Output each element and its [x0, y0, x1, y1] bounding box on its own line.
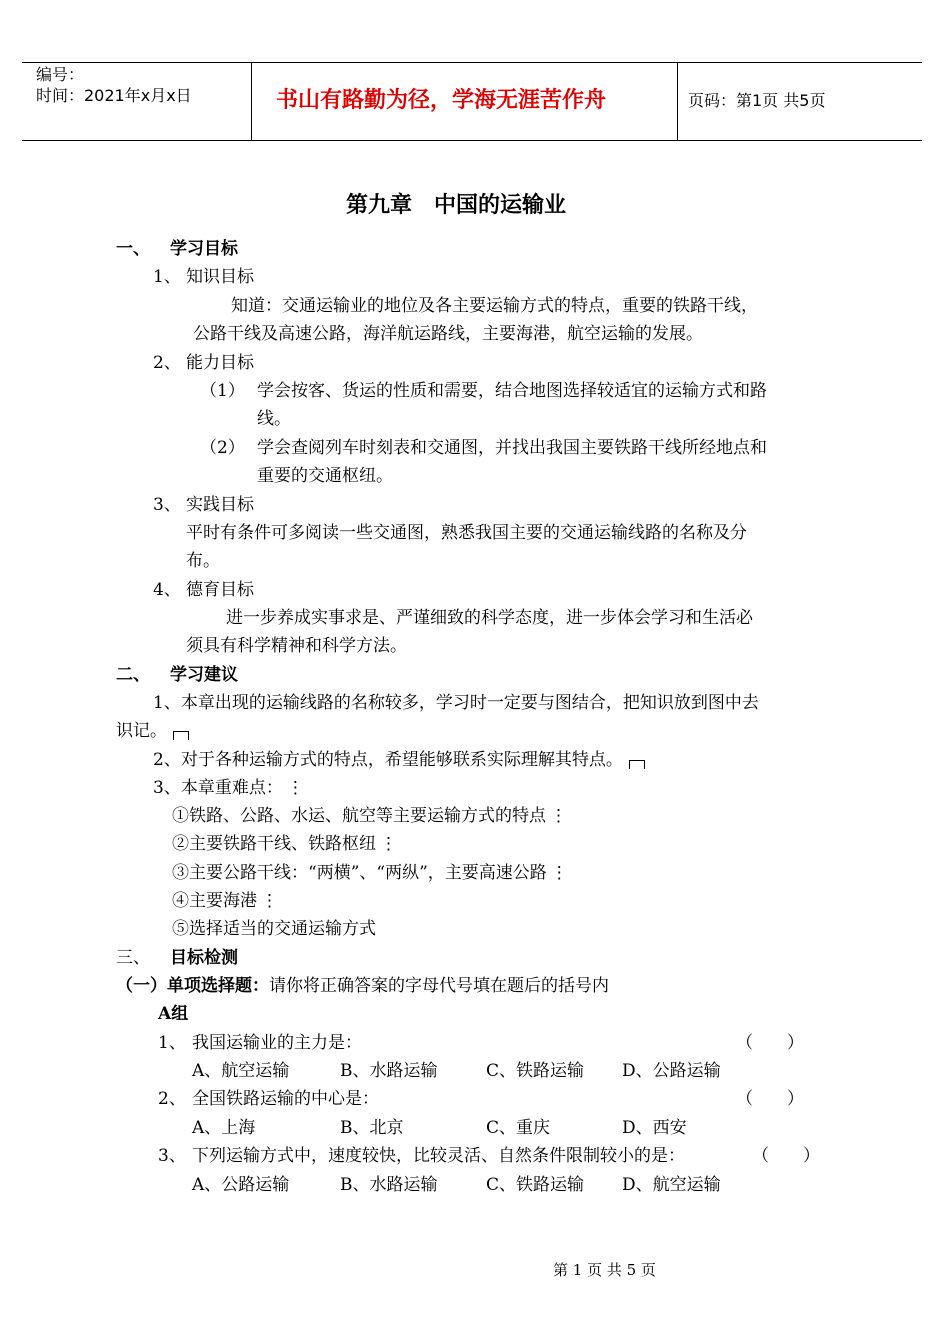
list-item-text: ③主要公路干线：“两横”、“两纵”，主要高速公路: [172, 863, 547, 883]
paragraph-line: [153, 752, 645, 769]
list-item: [172, 836, 397, 853]
paragraph-line: 1、本章出现的运输线路的名称较多，学习时一定要与图结合，把知识放到图中去: [153, 693, 759, 713]
header-divider: [251, 63, 252, 140]
paragraph-text: 2、对于各种运输方式的特点，希望能够联系实际理解其特点。: [153, 750, 623, 770]
ellipsis-mark: ⋮: [550, 806, 567, 826]
question-text: 全国铁路运输的中心是：: [192, 1089, 379, 1109]
section-heading: 目标检测: [170, 948, 238, 968]
ellipsis-mark: ⋮: [380, 834, 397, 854]
sub-item-number: （2）: [200, 438, 245, 458]
subsection-number: （一）: [116, 976, 167, 996]
section-heading: 学习目标: [170, 239, 238, 259]
section-number: 二、: [116, 665, 150, 685]
section-heading: 学习建议: [170, 665, 238, 685]
answer-blank: （ ）: [752, 1146, 820, 1166]
paragraph-line: 公路干线及高速公路，海洋航运路线，主要海港，航空运输的发展。: [193, 324, 703, 344]
page-info: 页码：第1页 共5页: [688, 91, 826, 110]
paragraph-line: 布。: [186, 551, 220, 571]
option: D、航空运输: [622, 1175, 721, 1195]
option: A、公路运输: [192, 1175, 290, 1195]
ellipsis-mark: ⋮: [261, 891, 278, 911]
paragraph-line: [116, 723, 189, 740]
answer-blank: （ ）: [736, 1089, 804, 1109]
item-heading: 德育目标: [186, 580, 254, 600]
option: D、公路运输: [622, 1061, 721, 1081]
list-item-text: ⑤选择适当的交通运输方式: [172, 919, 376, 939]
paragraph-line: 重要的交通枢纽。: [257, 466, 393, 486]
list-item-text: ①铁路、公路、水运、航空等主要运输方式的特点: [172, 806, 546, 826]
paragraph-line: [153, 780, 304, 797]
edit-mark-icon: [173, 731, 189, 740]
paragraph-text: 识记。: [116, 721, 167, 741]
group-label: A组: [158, 1004, 189, 1024]
question-text: 下列运输方式中，速度较快，比较灵活、自然条件限制较小的是：: [192, 1146, 685, 1166]
question-number: 1、: [158, 1033, 186, 1053]
list-item: [172, 893, 278, 910]
paragraph-line: 须具有科学精神和科学方法。: [186, 636, 407, 656]
option: C、铁路运输: [486, 1061, 585, 1081]
item-heading: 能力目标: [186, 353, 254, 373]
subsection-heading: [116, 978, 609, 995]
page-footer: 第 1 页 共 5 页: [553, 1261, 656, 1279]
page-title: 第九章 中国的运输业: [346, 193, 567, 218]
option: B、北京: [340, 1118, 404, 1138]
option: D、西安: [622, 1118, 687, 1138]
item-number: 4、: [153, 580, 181, 600]
list-item: [172, 921, 376, 938]
header-motto: 书山有路勤为径，学海无涯苦作舟: [276, 88, 607, 113]
paragraph-line: 学会按客、货运的性质和需要，结合地图选择较适宜的运输方式和路: [257, 381, 767, 401]
edit-mark-icon: [629, 760, 645, 769]
item-heading: 实践目标: [186, 495, 254, 515]
paragraph-line: 学会查阅列车时刻表和交通图，并找出我国主要铁路干线所经地点和: [257, 438, 767, 458]
question-text: 我国运输业的主力是：: [192, 1033, 362, 1053]
sub-item-number: （1）: [200, 381, 245, 401]
list-item: [172, 865, 568, 882]
serial-label: 编号：: [36, 65, 85, 84]
ellipsis-mark: ⋮: [286, 778, 304, 798]
paragraph-line: 知道：交通运输业的地位及各主要运输方式的特点，重要的铁路干线，: [231, 296, 758, 316]
option: C、重庆: [486, 1118, 551, 1138]
option: B、水路运输: [340, 1175, 438, 1195]
option: A、航空运输: [192, 1061, 290, 1081]
item-number: 3、: [153, 495, 181, 515]
subsection-desc: 请你将正确答案的字母代号填在题后的括号内: [269, 976, 609, 996]
answer-blank: （ ）: [736, 1033, 804, 1053]
item-heading: 知识目标: [186, 267, 254, 287]
question-number: 2、: [158, 1089, 186, 1109]
paragraph-text: 3、本章重难点：: [153, 778, 283, 798]
section-number: 三、: [116, 948, 150, 968]
paragraph-line: 平时有条件可多阅读一些交通图，熟悉我国主要的交通运输线路的名称及分: [186, 523, 747, 543]
question-number: 3、: [158, 1146, 186, 1166]
option: A、上海: [192, 1118, 256, 1138]
item-number: 2、: [153, 353, 181, 373]
list-item: [172, 808, 567, 825]
paragraph-line: 线。: [257, 409, 291, 429]
ellipsis-mark: ⋮: [550, 863, 568, 883]
option: C、铁路运输: [486, 1175, 585, 1195]
section-number: 一、: [116, 239, 150, 259]
item-number: 1、: [153, 267, 181, 287]
time-label: 时间：2021年x月x日: [36, 86, 192, 105]
list-item-text: ②主要铁路干线、铁路枢纽: [172, 834, 376, 854]
subsection-label: 单项选择题：: [167, 976, 269, 996]
option: B、水路运输: [340, 1061, 438, 1081]
paragraph-line: 进一步养成实事求是、严谨细致的科学态度，进一步体会学习和生活必: [226, 608, 753, 628]
list-item-text: ④主要海港: [172, 891, 257, 911]
header-divider: [677, 63, 678, 140]
